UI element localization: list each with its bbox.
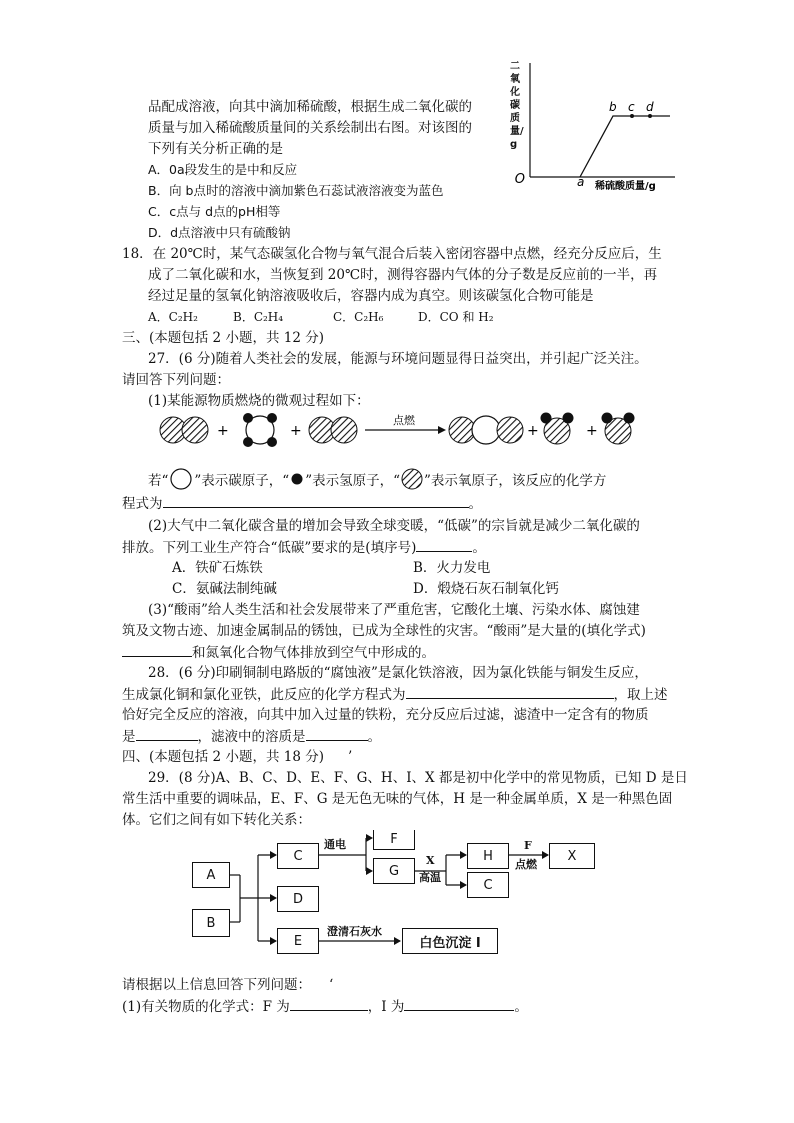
label-high-temp: 高温: [419, 871, 441, 884]
box-x: X: [549, 843, 595, 869]
q29-line1: 29．(8 分)A、B、C、D、E、F、G、H、I、X 都是初中化学中的常见物质，已知 D 是日: [148, 770, 688, 786]
q27-option-a: A．铁矿石炼铁: [172, 560, 263, 576]
point-a-label: a: [577, 175, 585, 189]
origin-label: O: [514, 172, 525, 187]
q29-line3: 体。它们之间有如下转化关系：: [122, 812, 311, 828]
q28-line1: 28．(6 分)印刷铜制电路版的“腐蚀液”是氯化铁溶液，因为氯化铁能与铜发生反应，: [148, 665, 648, 681]
box-h: H: [467, 843, 509, 869]
x-axis-label: 稀硫酸质量/g: [595, 181, 656, 192]
q27-part3-a: (3)“酸雨”给人类生活和社会发展带来了严重危害，它酸化土壤、污染水体、腐蚀建: [148, 602, 640, 618]
svg-text:+: +: [217, 423, 229, 439]
y-axis-label: 二氧化碳质量/g: [510, 61, 524, 150]
q18-option-b: B．C₂H₄: [233, 310, 284, 324]
q29-line2: 常生活中重要的调味品，E、F、G 是无色无味的气体，H 是一种金属单质，X 是一种黑色固: [122, 791, 673, 807]
f-formula-blank[interactable]: [290, 996, 368, 1011]
q27-option-d: D．煅烧石灰石制氧化钙: [413, 581, 559, 597]
point-b-label: b: [609, 100, 617, 114]
label-f: F: [524, 839, 532, 852]
q18-option-a: A．C₂H₂: [148, 310, 198, 324]
q27-option-c: C．氨碱法制纯碱: [172, 581, 277, 597]
label-electrolysis: 通电: [324, 838, 346, 851]
section-3-title: 三、(本题包括 2 小题，共 12 分): [122, 330, 324, 346]
q17-line3: 下列有关分析正确的是: [148, 141, 283, 157]
label-x: X: [426, 854, 435, 867]
q27-part2-b: 排放。下列工业生产符合“低碳”要求的是(填序号) 。: [122, 537, 486, 558]
q28-line3: 恰好完全反应的溶液，向其中加入过量的铁粉，充分反应后过滤，滤渣中一定含有的物质: [122, 707, 649, 723]
q27-part3-b: 筑及文物古迹、加速金属制品的锈蚀，已成为全球性的灾害。“酸雨”是大量的(填化学式): [122, 623, 646, 639]
q17-option-a: A．0a段发生的是中和反应: [148, 162, 298, 177]
q28-line4: 是 ，滤液中的溶质是 。: [122, 726, 381, 747]
box-g: G: [373, 858, 415, 884]
box-e: E: [277, 928, 319, 954]
point-c-label: c: [628, 100, 635, 114]
box-c: C: [277, 843, 319, 869]
q18-line1: 18．在 20℃时，某气态碳氢化合物与氧气混合后装入密闭容器中点燃，经充分反应后，生: [122, 246, 662, 262]
i-formula-blank[interactable]: [404, 996, 514, 1011]
box-a: A: [192, 862, 230, 888]
label-limewater: 澄清石灰水: [327, 925, 382, 938]
q28-line2: 生成氯化铜和氯化亚铁，此反应的化学方程式为 ，取上述: [122, 684, 668, 705]
q29-sub1: (1)有关物质的化学式：F 为 ，I 为 。: [122, 996, 528, 1017]
q18-option-c: C．C₂H₆: [333, 310, 384, 324]
box-d: D: [277, 886, 319, 912]
box-i: 白色沉淀 I: [402, 928, 498, 954]
equation-line: 程式为 。: [122, 493, 482, 514]
q29-ask: 请根据以上信息回答下列问题： ‘: [122, 977, 334, 993]
q27-part2-a: (2)大气中二氧化碳含量的增加会导致全球变暖，“低碳”的宗旨就是减少二氧化碳的: [148, 518, 640, 534]
q17-line1: 品配成溶液，向其中滴加稀硫酸，根据生成二氧化碳的: [148, 99, 472, 115]
box-f: F: [373, 830, 415, 850]
box-b: B: [192, 909, 230, 937]
box-c-2: C: [467, 872, 509, 898]
q27-option-b: B．火力发电: [413, 560, 491, 576]
q17-option-c: C．c点与 d点的pH相等: [148, 204, 281, 219]
q17-option-b: B．向 b点时的溶液中滴加紫色石蕊试液溶液变为蓝色: [148, 183, 444, 198]
svg-text:+: +: [527, 423, 539, 439]
q18-line3: 经过足量的氢氧化钠溶液吸收后，容器内成为真空。则该碳氢化合物可能是: [148, 288, 594, 304]
q17-line2: 质量与加入稀硫酸质量间的关系绘制出右图。对该图的: [148, 120, 472, 136]
q17-option-d: D．d点溶液中只有硫酸钠: [148, 225, 291, 240]
q27-intro-1: 27．(6 分)随着人类社会的发展，能源与环境问题显得日益突出，并引起广泛关注。: [148, 351, 648, 367]
q18-line2: 成了二氧化碳和水，当恢复到 20℃时，测得容器内气体的分子数是反应前的一半，再: [148, 267, 658, 283]
arrow-condition: 点燃: [393, 414, 415, 427]
point-d-label: d: [646, 100, 654, 114]
label-ignite: 点燃: [515, 858, 537, 871]
svg-text:+: +: [586, 423, 598, 439]
q18-option-d: D．CO 和 H₂: [418, 310, 494, 324]
q27-intro-2: 请回答下列问题：: [122, 372, 230, 388]
q27-part1: (1)某能源物质燃烧的微观过程如下：: [148, 393, 370, 409]
svg-text:+: +: [290, 423, 302, 439]
section-4-title: 四、(本题包括 2 小题，共 18 分) ’: [122, 749, 353, 765]
q27-part3-c: 和氮氧化合物气体排放到空气中形成的。: [122, 642, 435, 663]
atom-legend: 若“ ”表示碳原子，“ ”表示氢原子，“ ”表示氧原子，该反应的化学方: [148, 468, 606, 491]
